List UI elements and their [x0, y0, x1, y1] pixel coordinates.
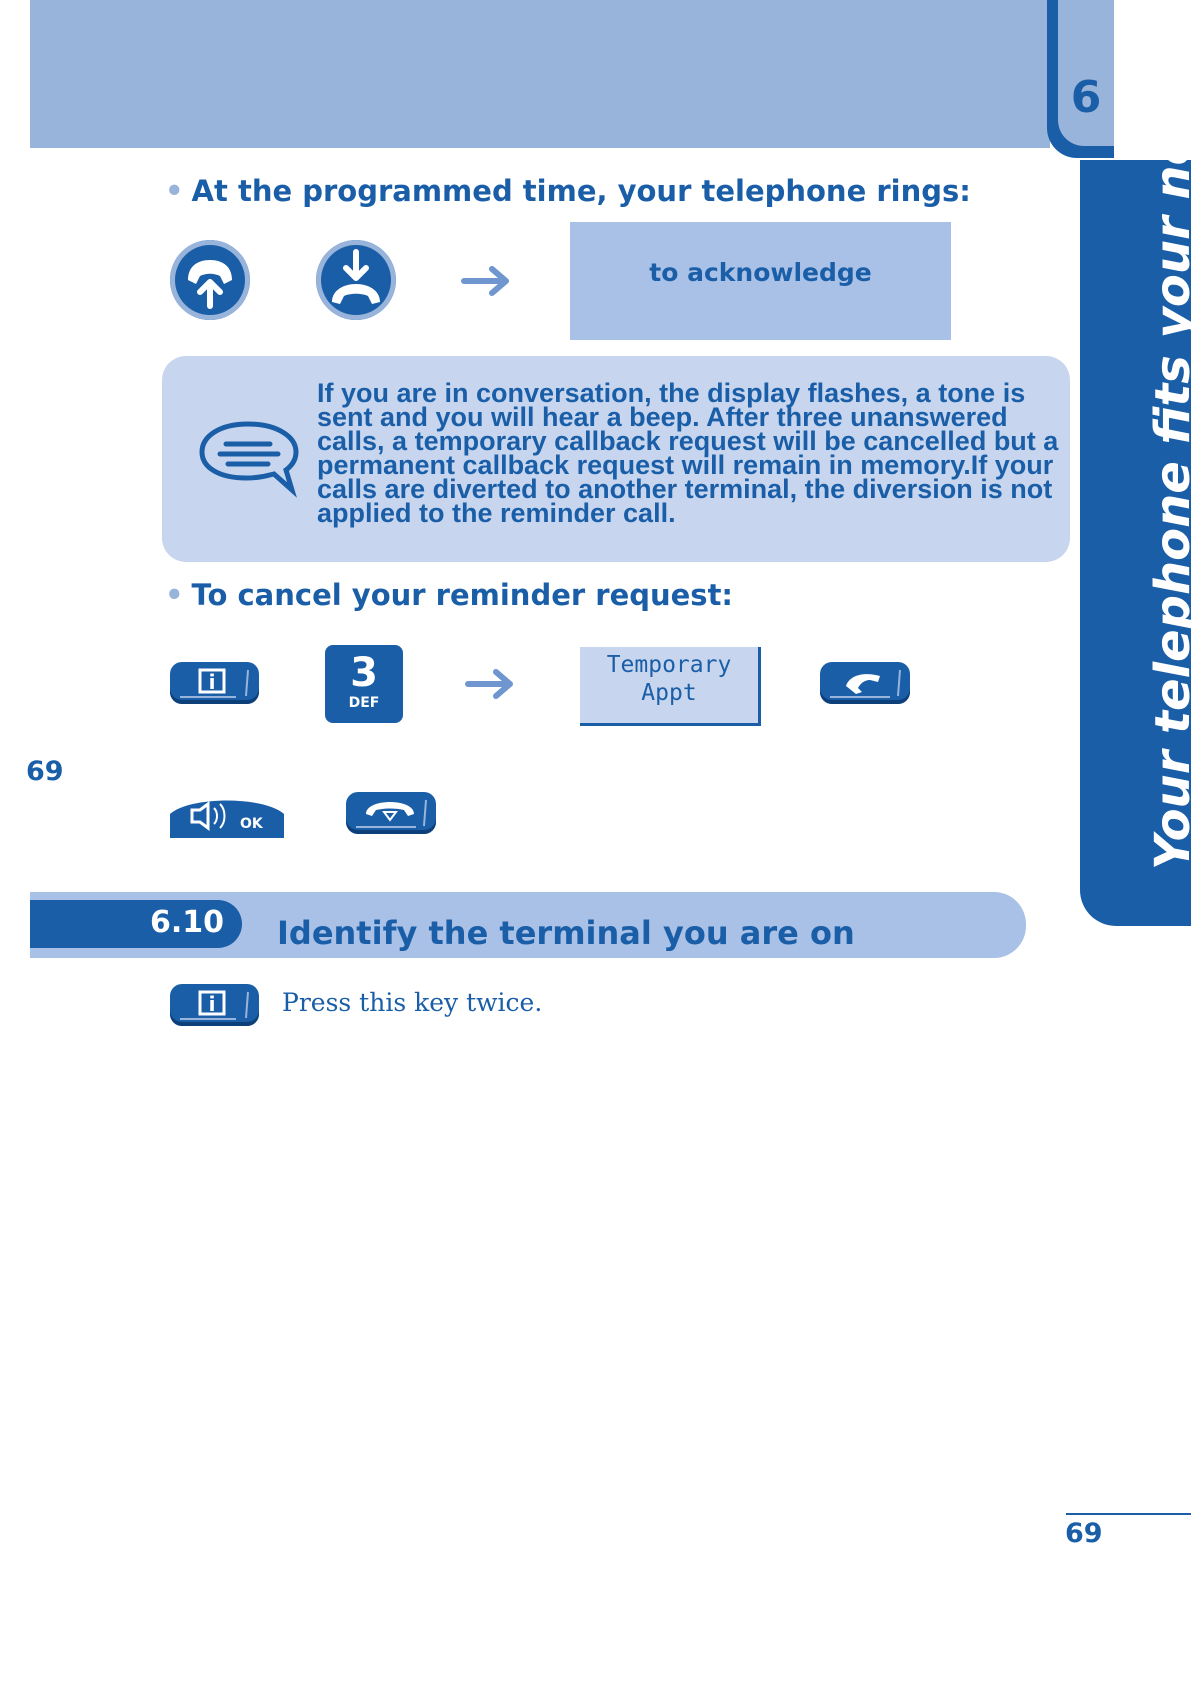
hang-up-key[interactable]	[346, 792, 436, 834]
handset-key[interactable]	[820, 662, 910, 704]
section-title: Identify the terminal you are on	[277, 914, 855, 952]
footer-rule	[1066, 1513, 1191, 1515]
note-text: If you are in conversation, the display flashes, a tone is sent and you will hear a beep. After three unanswered calls, a temporary callback request will be cancelled but a permanent callback request will remain in memory.If your calls are diverted to another terminal, the diversion is not applied to the reminder call.	[317, 378, 1059, 528]
cancel-heading: • To cancel your reminder request:	[165, 578, 734, 612]
section-instruction: Press this key twice.	[282, 988, 543, 1017]
header-band	[30, 0, 1050, 148]
hang-up-handset-icon[interactable]	[316, 240, 396, 320]
chapter-number: 6	[1070, 72, 1102, 123]
chapter-side-title: Your telephone fits your needs	[1145, 37, 1201, 870]
page-number-right: 69	[1065, 1518, 1103, 1549]
reminder-heading: • At the programmed time, your telephone rings:	[165, 174, 971, 208]
section-number: 6.10	[150, 905, 225, 940]
svg-text:i: i	[208, 992, 216, 1016]
dial-key-3-letters: DEF	[348, 695, 380, 711]
arrow-right-icon	[466, 668, 516, 700]
info-key[interactable]	[170, 662, 259, 704]
dial-key-3-digit: 3	[350, 650, 378, 696]
bullet-dot-icon: •	[165, 174, 184, 208]
lcd-line-1: Temporary	[606, 652, 732, 678]
arrow-right-icon	[462, 265, 512, 297]
lcd-line-2: Appt	[641, 680, 697, 706]
bullet-dot-icon: •	[165, 578, 184, 612]
info-key[interactable]	[170, 984, 259, 1026]
speaker-ok-key[interactable]	[170, 792, 284, 838]
speech-bubble-icon	[196, 418, 300, 500]
page-number-left: 69	[26, 756, 64, 787]
svg-text:OK: OK	[240, 816, 263, 832]
pick-up-handset-icon[interactable]	[170, 240, 250, 320]
display-softkey-label: to acknowledge	[649, 258, 872, 287]
svg-text:i: i	[208, 670, 216, 694]
